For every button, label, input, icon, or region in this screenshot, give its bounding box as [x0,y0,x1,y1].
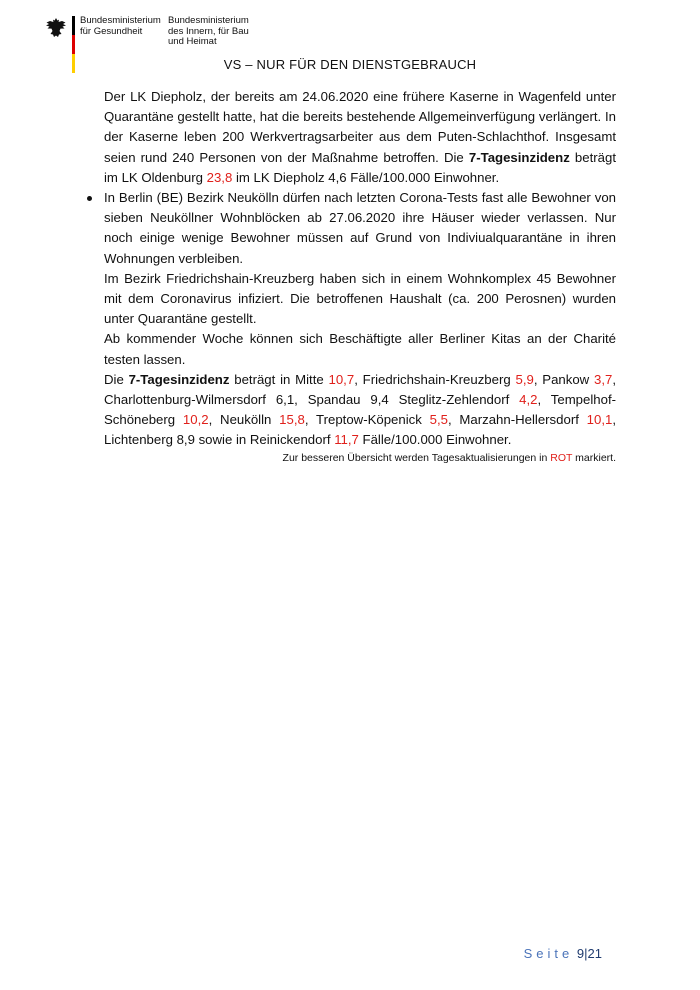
text-run: Die [104,371,129,387]
text-run: Zur besseren Übersicht werden Tagesaktualisierungen in [282,452,551,464]
text-run: beträgt in Mitte [229,371,329,387]
total-pages: 21 [587,946,602,961]
bullet-dot-icon [87,196,92,201]
ministry-name-interior [168,16,249,48]
text-run: Fälle/100.000 Einwohner. [358,432,512,448]
ministry-name-line: und Heimat [168,36,217,47]
text-run: , Tempelhof-Schöneberg [104,392,616,428]
paragraph-incidence-berlin [104,370,616,451]
updated-value: 5,5 [429,412,448,428]
paragraph-kitas: Ab kommender Woche können sich Beschäftigte aller Berliner Kitas an der Charité testen lassen. [104,331,616,367]
federal-eagle-icon [44,16,68,40]
text-run: , Friedrichshain-Kreuzberg [354,371,516,387]
page-separator: | [584,946,588,961]
update-legend-note [283,452,616,464]
text-run: beträgt im LK Oldenburg [104,149,616,185]
text-run: , Treptow-Köpenick [304,412,430,428]
paragraph-diepholz [104,87,616,188]
text-run: , Marzahn-Hellersdorf [447,412,587,428]
updated-value: 11,7 [334,432,359,448]
bullet-item-berlin [104,188,616,451]
classification-heading: VS – NUR FÜR DEN DIENSTGEBRAUCH [223,57,477,72]
text-run: , Charlottenburg-Wilmersdorf 6,1, Spandau 9,4 Steglitz-Zehlendorf [104,371,616,408]
ministry-name-line: für Gesundheit [80,25,143,37]
ministry-name-line: Bundesministerium [168,15,249,26]
flag-stripe-red [72,35,75,54]
updated-value: 10,7 [328,371,355,387]
page-label: Seite [523,946,574,961]
bold-term: 7-Tagesinzidenz [128,371,230,387]
text-run: , Neukölln [208,412,280,428]
updated-value: 3,7 [593,371,613,387]
current-page: 9 [576,946,585,961]
paragraph-kreuzberg: Im Bezirk Friedrichshain-Kreuzberg haben sich in einem Wohnkomplex 45 Bewohner mit dem Coronavirus infiziert. Die betroffenen Haushalt (ca. 200 Perosnen) wurden unter Quarantäne gestellt. [104,270,616,327]
ministry-name-health [80,16,161,37]
document-body [104,87,616,451]
updated-value: 10,2 [182,412,209,428]
updated-value: 23,8 [206,169,233,185]
text-run: Der LK Diepholz, der bereits am 24.06.2020 eine frühere Kaserne in Wagenfeld unter Quarantäne gestellt hatte, hat die bereits bestehende Allgemeinverfügung verlängert. In der Kaserne leben 200 Werkvertragsarbeiter aus dem Puten-Schlachthof. Insgesamt seien rund 240 Personen von der Maßnahme betroffen. Die [104,89,616,165]
text-run: markiert. [572,452,616,464]
updated-value: 4,2 [519,392,538,408]
updated-value: 10,1 [586,412,613,428]
bold-term: 7-Tagesinzidenz [468,149,570,165]
text-run: im LK Diepholz 4,6 Fälle/100.000 Einwohner. [232,169,500,185]
ministry-name-line: Bundesministerium [80,15,161,26]
text-run: , Pankow [533,371,594,387]
updated-value: 15,8 [279,412,305,428]
ministry-name-line: des Innern, für Bau [168,25,249,37]
page-number [524,946,602,961]
legend-red-word: ROT [550,452,573,464]
paragraph-neukoelln: In Berlin (BE) Bezirk Neukölln dürfen nach letzten Corona-Tests fast alle Bewohner von sieben Neuköllner Wohnblöcken ab 27.06.2020 ihre Häuser wieder verlassen. Nur noch einige wenige Bewohner müssen auf Grund von Indiviualquarantäne in ihren Wohnungen verbleiben. [104,190,616,266]
text-run: , Lichtenberg 8,9 sowie in Reinickendorf [104,412,617,448]
updated-value: 5,9 [515,371,534,387]
flag-stripe-black [72,16,75,35]
